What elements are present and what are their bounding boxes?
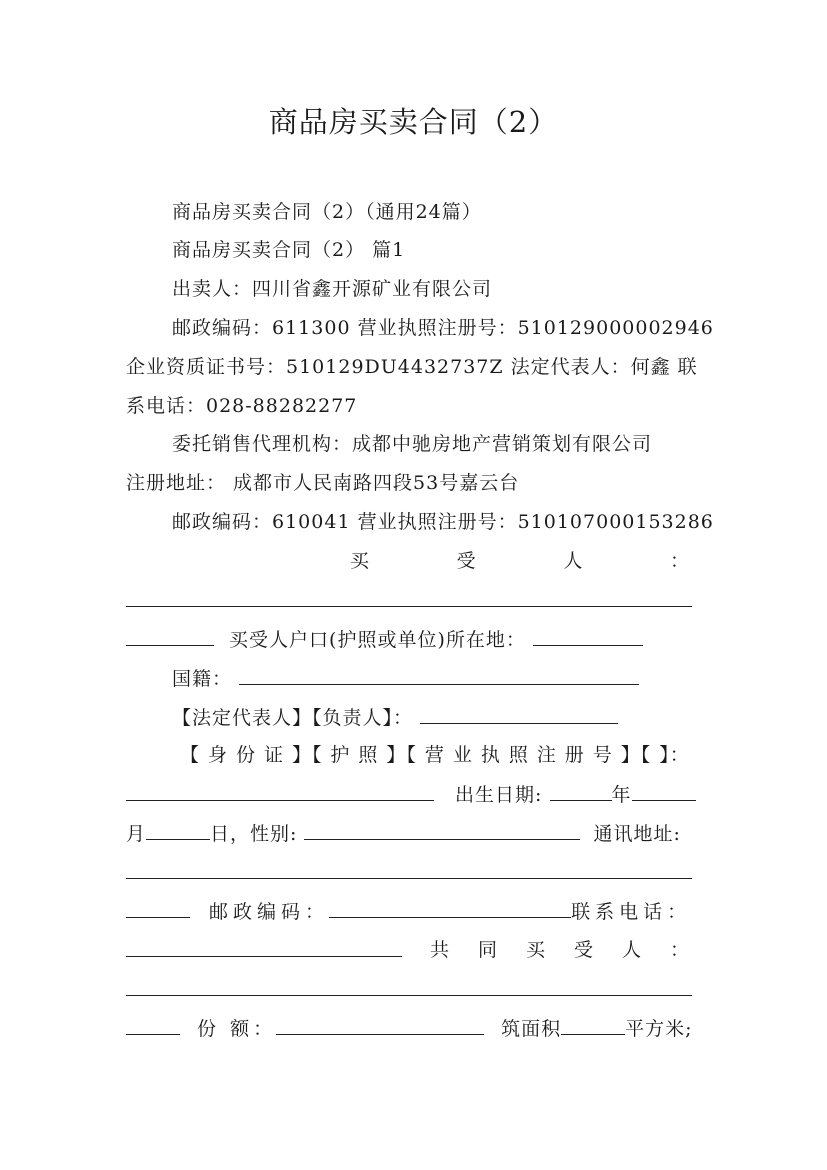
share-line bbox=[126, 1016, 693, 1041]
address-label: 通讯地址: bbox=[593, 823, 681, 845]
id-type-part-4: 证 bbox=[263, 744, 284, 766]
id-type-part-8: 】【 bbox=[386, 744, 417, 766]
share-blank[interactable] bbox=[276, 1016, 484, 1035]
id-type-part-14: 册 bbox=[564, 744, 585, 766]
buyer-hukou-label: 买受人户口(护照或单位)所在地： bbox=[229, 629, 526, 651]
birth-date-line bbox=[126, 782, 696, 807]
co-buyer-char-3: 买 bbox=[525, 939, 546, 961]
id-type-part-15: 号 bbox=[592, 744, 613, 766]
id-type-part-13: 注 bbox=[536, 744, 557, 766]
postcode-label: 邮政编码： bbox=[209, 901, 330, 923]
id-type-part-12: 照 bbox=[508, 744, 529, 766]
id-type-part-17: 】： bbox=[659, 744, 690, 766]
co-buyer-line bbox=[126, 938, 690, 962]
legal-rep-blank[interactable] bbox=[420, 705, 618, 724]
postcode-line bbox=[126, 899, 691, 924]
address-blank[interactable] bbox=[126, 860, 692, 879]
body-line-5: 企业资质证书号：510129DU4432737Z 法定代表人：何鑫 联 bbox=[126, 356, 698, 378]
co-buyer-char-1: 共 bbox=[429, 939, 450, 961]
legal-rep-label: 【法定代表人】【负责人】： bbox=[172, 707, 414, 729]
month-label: 月 bbox=[126, 823, 147, 845]
legal-rep-line bbox=[172, 705, 618, 730]
address-blank-tail[interactable] bbox=[126, 899, 190, 918]
area-label: 筑面积 bbox=[501, 1018, 562, 1040]
area-blank[interactable] bbox=[561, 1016, 625, 1035]
id-number-blank[interactable] bbox=[126, 782, 434, 801]
id-type-part-11: 执 bbox=[480, 744, 501, 766]
body-line-6: 系电话：028-88282277 bbox=[126, 395, 358, 417]
body-line-4: 邮政编码：611300 营业执照注册号：510129000002946 bbox=[172, 317, 714, 339]
body-line-8: 注册地址： 成都市人民南路四段53号嘉云台 bbox=[126, 472, 520, 494]
buyer-hukou-blank[interactable] bbox=[533, 627, 643, 646]
id-type-part-1: 【 bbox=[180, 744, 201, 766]
buyer-heading bbox=[350, 549, 690, 573]
birth-year-blank[interactable] bbox=[550, 782, 612, 801]
id-type-part-5: 】【 bbox=[291, 744, 323, 766]
gender-blank[interactable] bbox=[304, 821, 580, 840]
body-line-9: 邮政编码：610041 营业执照注册号：510107000153286 bbox=[172, 511, 714, 533]
birth-month-blank[interactable] bbox=[632, 782, 696, 801]
birth-day-blank[interactable] bbox=[146, 821, 210, 840]
co-buyer-char-6: ： bbox=[669, 939, 690, 961]
document-title: 商品房买卖合同（2） bbox=[268, 105, 559, 139]
buyer-char-4: ： bbox=[669, 550, 690, 572]
id-type-part-10: 业 bbox=[452, 744, 473, 766]
id-type-line bbox=[180, 743, 690, 767]
buyer-name-blank-tail[interactable] bbox=[126, 627, 214, 646]
body-line-7: 委托销售代理机构：成都中驰房地产营销策划有限公司 bbox=[172, 433, 653, 455]
nationality-line bbox=[172, 666, 639, 691]
address-blank-line bbox=[126, 860, 692, 885]
co-buyer-name-blank-tail[interactable] bbox=[126, 1016, 180, 1035]
buyer-name-blank[interactable] bbox=[126, 588, 692, 607]
buyer-name-blank-line bbox=[126, 588, 692, 613]
co-buyer-char-4: 受 bbox=[573, 939, 594, 961]
buyer-char-1: 买 bbox=[350, 550, 371, 572]
id-type-part-9: 营 bbox=[424, 744, 445, 766]
share-label: 份 额： bbox=[197, 1018, 277, 1040]
buyer-char-3: 人 bbox=[563, 550, 584, 572]
id-type-part-7: 照 bbox=[358, 744, 379, 766]
id-type-part-3: 份 bbox=[235, 744, 256, 766]
phone-label: 联系电话： bbox=[571, 901, 692, 923]
body-line-1: 商品房买卖合同（2）（通用24篇） bbox=[172, 201, 482, 223]
gender-line bbox=[126, 821, 681, 846]
body-line-3: 出卖人：四川省鑫开源矿业有限公司 bbox=[172, 278, 493, 300]
id-type-part-2: 身 bbox=[207, 744, 228, 766]
nationality-blank[interactable] bbox=[239, 666, 639, 685]
buyer-char-2: 受 bbox=[456, 550, 477, 572]
postcode-blank[interactable] bbox=[329, 899, 571, 918]
year-label: 年 bbox=[611, 784, 632, 806]
body-line-2: 商品房买卖合同（2） 篇1 bbox=[172, 239, 406, 261]
phone-blank[interactable] bbox=[126, 938, 402, 957]
co-buyer-char-5: 人 bbox=[621, 939, 642, 961]
co-buyer-name-blank[interactable] bbox=[126, 977, 692, 996]
sqm-label: 平方米; bbox=[625, 1018, 693, 1040]
nationality-label: 国籍： bbox=[172, 668, 233, 690]
co-buyer-blank-line bbox=[126, 977, 692, 1002]
id-type-part-6: 护 bbox=[330, 744, 351, 766]
buyer-hukou-line bbox=[126, 627, 643, 652]
co-buyer-char-2: 同 bbox=[477, 939, 498, 961]
id-type-part-16: 】【 bbox=[620, 744, 652, 766]
day-gender-label: 日，性别: bbox=[210, 823, 298, 845]
birth-date-label: 出生日期: bbox=[455, 784, 543, 806]
